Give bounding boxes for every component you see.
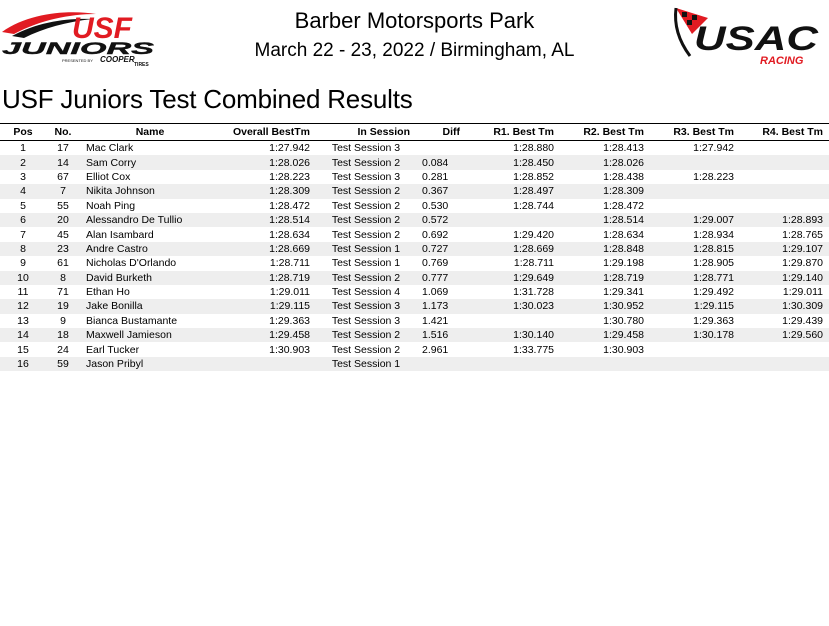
table-row — [0, 242, 829, 256]
cell-r1-best: 1:28.711 — [513, 257, 554, 270]
col-header-diff: Diff — [416, 124, 466, 141]
cell-driver-name: Alan Isambard — [86, 228, 154, 241]
table-row — [0, 184, 829, 198]
cell-pos: 13 — [17, 314, 29, 327]
cell-pos: 11 — [17, 286, 29, 299]
cell-overall-best: 1:29.458 — [220, 328, 316, 342]
cell-driver-name: Bianca Bustamante — [86, 314, 178, 327]
cell-r2-best: 1:28.438 — [603, 170, 644, 183]
page-title: USF Juniors Test Combined Results — [2, 84, 413, 114]
cell-car-number: 45 — [57, 228, 69, 241]
col-header-in-session: In Session — [316, 124, 416, 141]
cell-r3-best: 1:30.178 — [650, 328, 740, 342]
logo-usf-text: USF — [72, 12, 132, 45]
cell-pos: 7 — [20, 228, 26, 241]
cell-r4-best: 1:29.140 — [740, 271, 829, 285]
cell-diff — [416, 141, 466, 156]
table-row — [0, 328, 829, 342]
cell-overall-best: 1:27.942 — [269, 142, 310, 155]
cell-in-session: Test Session 4 — [331, 286, 401, 299]
cell-diff: 0.777 — [416, 271, 466, 285]
cell-r3-best — [650, 342, 740, 356]
cell-pos: 14 — [0, 328, 46, 342]
cell-r3-best: 1:28.934 — [693, 228, 734, 241]
cell-in-session: Test Session 2 — [316, 155, 416, 169]
cell-car-number: 9 — [60, 314, 66, 327]
cell-r3-best: 1:27.942 — [693, 142, 734, 155]
table-row — [0, 285, 829, 299]
cell-driver-name: David Burketh — [80, 271, 220, 285]
cell-diff: 2.961 — [422, 343, 449, 356]
cell-r1-best: 1:29.420 — [513, 228, 554, 241]
cell-r4-best — [740, 170, 829, 184]
cell-r4-best: 1:29.107 — [740, 242, 829, 256]
table-row — [0, 256, 829, 270]
usac-racing-logo — [668, 4, 820, 68]
results-table-header — [0, 124, 829, 141]
cell-in-session: Test Session 2 — [316, 328, 416, 342]
cell-r2-best: 1:30.952 — [560, 299, 650, 313]
table-row — [0, 155, 829, 169]
table-row — [0, 271, 829, 285]
cell-r2-best: 1:28.026 — [560, 155, 650, 169]
cell-r4-best: 1:29.011 — [782, 286, 823, 299]
cell-overall-best: 1:29.115 — [220, 299, 316, 313]
cell-r1-best: 1:28.744 — [513, 199, 554, 212]
cell-overall-best: 1:28.026 — [220, 155, 316, 169]
cell-car-number: 67 — [57, 170, 69, 183]
cell-r1-best: 1:33.775 — [513, 343, 554, 356]
cell-pos: 4 — [0, 184, 46, 198]
cell-in-session: Test Session 1 — [331, 257, 401, 270]
cell-r3-best: 1:28.223 — [693, 170, 734, 183]
cell-r2-best: 1:30.903 — [603, 343, 644, 356]
cell-diff: 1.173 — [416, 299, 466, 313]
cell-r1-best: 1:29.649 — [466, 271, 560, 285]
cell-r1-best: 1:28.669 — [466, 242, 560, 256]
cell-driver-name: Sam Corry — [80, 155, 220, 169]
cell-in-session: Test Session 3 — [331, 142, 401, 155]
cell-overall-best: 1:28.669 — [220, 242, 316, 256]
col-header-pos: Pos — [0, 124, 46, 141]
cell-r1-best: 1:28.880 — [513, 142, 554, 155]
cell-overall-best: 1:28.514 — [220, 213, 316, 227]
logo-juniors-text: JUNIORS — [2, 39, 156, 58]
table-row — [0, 357, 829, 371]
col-header-name: Name — [80, 124, 220, 141]
cell-in-session: Test Session 2 — [316, 213, 416, 227]
cell-overall-best: 1:29.011 — [269, 286, 310, 299]
cell-driver-name: Andre Castro — [80, 242, 220, 256]
cell-r2-best: 1:28.719 — [560, 271, 650, 285]
cell-in-session: Test Session 2 — [331, 228, 401, 241]
cell-r2-best: 1:30.780 — [603, 314, 644, 327]
cell-r1-best: 1:30.023 — [466, 299, 560, 313]
cell-car-number: 20 — [46, 213, 80, 227]
cell-overall-best: 1:29.363 — [269, 314, 310, 327]
cell-driver-name: Elliot Cox — [86, 170, 131, 183]
cell-r2-best: 1:28.309 — [560, 184, 650, 198]
results-table — [0, 123, 829, 371]
cell-pos: 5 — [20, 199, 26, 212]
cell-diff: 0.281 — [422, 170, 449, 183]
cell-overall-best: 1:28.472 — [269, 199, 310, 212]
cell-diff: 0.769 — [422, 257, 449, 270]
cell-driver-name: Jason Pribyl — [80, 357, 220, 371]
cell-car-number: 23 — [46, 242, 80, 256]
cell-r1-best: 1:28.450 — [466, 155, 560, 169]
cell-driver-name: Maxwell Jamieson — [80, 328, 220, 342]
cell-diff: 0.084 — [416, 155, 466, 169]
cell-r2-best: 1:29.458 — [560, 328, 650, 342]
cell-r4-best — [740, 184, 829, 198]
cell-r1-best: 1:28.497 — [466, 184, 560, 198]
cell-diff: 0.692 — [422, 228, 449, 241]
cell-driver-name: Mac Clark — [86, 142, 134, 155]
col-header-r2-best: R2. Best Tm — [560, 124, 650, 141]
cell-diff: 0.367 — [416, 184, 466, 198]
cell-car-number: 19 — [46, 299, 80, 313]
cell-in-session: Test Session 2 — [331, 343, 401, 356]
cell-r3-best: 1:28.815 — [650, 242, 740, 256]
cell-r3-best — [650, 184, 740, 198]
cell-r1-best — [466, 213, 560, 227]
cell-car-number: 14 — [46, 155, 80, 169]
cell-pos: 6 — [0, 213, 46, 227]
cell-driver-name: Ethan Ho — [86, 286, 130, 299]
logo-usac-text: USAC — [694, 20, 819, 58]
cell-r1-best — [466, 314, 560, 328]
logo-tires-text: TIRES — [134, 62, 149, 66]
cell-r3-best: 1:28.771 — [650, 271, 740, 285]
cell-r4-best — [740, 357, 829, 371]
cell-diff: 0.530 — [422, 199, 449, 212]
cell-car-number: 24 — [57, 343, 69, 356]
cell-pos: 12 — [0, 299, 46, 313]
header-row — [0, 124, 829, 141]
page-header — [0, 0, 829, 80]
cell-diff: 0.572 — [416, 213, 466, 227]
cell-r3-best: 1:29.115 — [650, 299, 740, 313]
cell-r2-best — [560, 357, 650, 371]
table-row — [0, 141, 829, 156]
cell-r4-best: 1:29.560 — [740, 328, 829, 342]
cell-in-session: Test Session 3 — [316, 299, 416, 313]
event-name: Barber Motorsports Park — [294, 8, 535, 33]
cell-overall-best — [220, 357, 316, 371]
cell-r4-best: 1:29.870 — [782, 257, 823, 270]
cell-pos: 8 — [0, 242, 46, 256]
cell-driver-name: Jake Bonilla — [80, 299, 220, 313]
cell-r4-best: 1:30.309 — [740, 299, 829, 313]
cell-in-session: Test Session 3 — [331, 314, 401, 327]
table-row — [0, 213, 829, 227]
cell-car-number: 18 — [46, 328, 80, 342]
cell-overall-best: 1:28.634 — [269, 228, 310, 241]
cell-r4-best: 1:29.439 — [782, 314, 823, 327]
cell-r2-best: 1:28.848 — [560, 242, 650, 256]
cell-r3-best — [650, 155, 740, 169]
col-header-r4-best: R4. Best Tm — [740, 124, 829, 141]
cell-car-number: 55 — [57, 199, 69, 212]
logo-racing-text: RACING — [760, 55, 804, 67]
cell-overall-best: 1:30.903 — [269, 343, 310, 356]
cell-overall-best: 1:28.711 — [269, 257, 310, 270]
results-table-body — [0, 141, 829, 372]
cell-r4-best — [740, 155, 829, 169]
logo-cooper-text: COOPER — [100, 55, 135, 64]
cell-in-session: Test Session 2 — [316, 184, 416, 198]
table-row — [0, 199, 829, 213]
cell-r4-best: 1:28.893 — [740, 213, 829, 227]
cell-pos: 2 — [0, 155, 46, 169]
cell-in-session: Test Session 3 — [331, 170, 401, 183]
cell-r2-best: 1:28.472 — [603, 199, 644, 212]
cell-r3-best: 1:29.007 — [650, 213, 740, 227]
cell-r3-best — [650, 357, 740, 371]
cell-car-number: 71 — [57, 286, 69, 299]
cell-pos: 10 — [0, 271, 46, 285]
cell-pos: 3 — [20, 170, 26, 183]
table-row — [0, 227, 829, 241]
cell-in-session: Test Session 2 — [316, 271, 416, 285]
cell-diff: 1.421 — [422, 314, 449, 327]
cell-driver-name: Earl Tucker — [86, 343, 140, 356]
cell-r2-best: 1:29.198 — [603, 257, 644, 270]
cell-r2-best: 1:28.634 — [603, 228, 644, 241]
table-row — [0, 299, 829, 313]
cell-in-session: Test Session 1 — [316, 357, 416, 371]
cell-r2-best: 1:29.341 — [603, 286, 644, 299]
cell-pos: 9 — [20, 257, 26, 270]
cell-r4-best — [740, 141, 829, 156]
cell-r2-best: 1:28.514 — [560, 213, 650, 227]
cell-driver-name: Nicholas D'Orlando — [86, 257, 177, 270]
table-row — [0, 170, 829, 184]
cell-r3-best: 1:29.363 — [693, 314, 734, 327]
cell-overall-best: 1:28.719 — [220, 271, 316, 285]
cell-r2-best: 1:28.413 — [603, 142, 644, 155]
cell-r1-best — [466, 357, 560, 371]
cell-car-number: 7 — [46, 184, 80, 198]
cell-driver-name: Nikita Johnson — [80, 184, 220, 198]
cell-r1-best: 1:30.140 — [466, 328, 560, 342]
cell-diff: 1.069 — [422, 286, 449, 299]
cell-diff: 0.727 — [416, 242, 466, 256]
cell-driver-name: Noah Ping — [86, 199, 136, 212]
cell-overall-best: 1:28.309 — [220, 184, 316, 198]
cell-r3-best: 1:29.492 — [693, 286, 734, 299]
cell-car-number: 61 — [57, 257, 69, 270]
cell-r4-best — [740, 199, 829, 213]
cell-car-number: 8 — [46, 271, 80, 285]
cell-diff — [416, 357, 466, 371]
cell-r3-best — [650, 199, 740, 213]
table-row — [0, 314, 829, 328]
cell-r3-best: 1:28.905 — [693, 257, 734, 270]
cell-r4-best — [740, 342, 829, 356]
cell-in-session: Test Session 2 — [331, 199, 401, 212]
col-header-no: No. — [46, 124, 80, 141]
cell-pos: 16 — [0, 357, 46, 371]
cell-car-number: 17 — [57, 142, 69, 155]
col-header-overall-best: Overall BestTm — [220, 124, 316, 141]
cell-r4-best: 1:28.765 — [782, 228, 823, 241]
cell-pos: 15 — [17, 343, 29, 356]
table-row — [0, 342, 829, 356]
col-header-r1-best: R1. Best Tm — [466, 124, 560, 141]
event-date-location: March 22 - 23, 2022 / Birmingham, AL — [254, 40, 575, 61]
cell-r1-best: 1:31.728 — [513, 286, 554, 299]
cell-diff: 1.516 — [416, 328, 466, 342]
cell-driver-name: Alessandro De Tullio — [80, 213, 220, 227]
cell-r1-best: 1:28.852 — [513, 170, 554, 183]
cell-in-session: Test Session 1 — [316, 242, 416, 256]
col-header-r3-best: R3. Best Tm — [650, 124, 740, 141]
logo-presented-text: PRESENTED BY — [62, 58, 93, 63]
cell-overall-best: 1:28.223 — [269, 170, 310, 183]
cell-car-number: 59 — [46, 357, 80, 371]
cell-pos: 1 — [20, 142, 26, 155]
